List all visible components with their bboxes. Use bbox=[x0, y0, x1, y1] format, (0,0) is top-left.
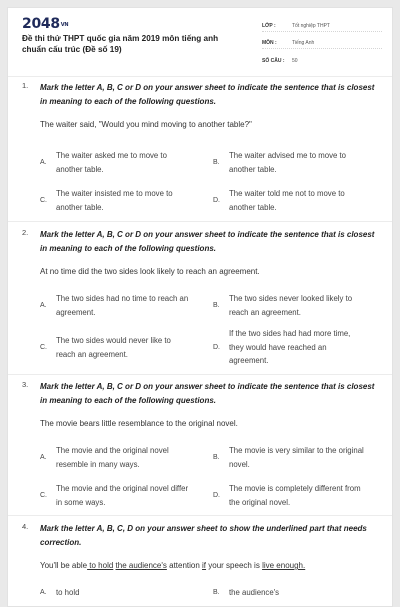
question-stem: The movie bears little resemblance to the original novel. bbox=[40, 419, 238, 428]
question-instruction: Mark the letter A, B, C or D on your answer sheet to indicate the sentence that is closest in meaning to each of the following questions. bbox=[40, 382, 375, 405]
option-d[interactable]: D. If the two sides had had more time, they would have reached an agreement. bbox=[213, 329, 351, 365]
option-d[interactable]: D. The waiter told me not to move to another table. bbox=[213, 189, 345, 212]
question-1 bbox=[8, 81, 393, 227]
question-number: 4. bbox=[22, 522, 29, 531]
option-c[interactable]: C. The two sides would never like to reach an agreement. bbox=[40, 336, 171, 359]
question-2 bbox=[8, 228, 393, 374]
exam-meta bbox=[262, 18, 382, 69]
option-c[interactable]: C. The movie and the original novel differ in some ways. bbox=[40, 484, 189, 507]
question-instruction: Mark the letter A, B, C, D on your answer sheet to show the underlined part that needs correction. bbox=[40, 524, 367, 547]
question-3 bbox=[8, 380, 393, 520]
meta-question-count: SỐ CÂU : 50 bbox=[262, 58, 298, 64]
underlined-part-c: if bbox=[202, 561, 207, 570]
option-b[interactable]: B. the audience's bbox=[213, 588, 280, 597]
question-4 bbox=[8, 522, 393, 607]
option-a[interactable]: A. The two sides had no time to reach an agreement. bbox=[40, 294, 189, 317]
site-logo[interactable]: $2048^{VN}$ bbox=[22, 16, 69, 32]
option-b[interactable]: B. The two sides never looked likely to reach an agreement. bbox=[213, 294, 353, 317]
question-number: 3. bbox=[22, 380, 29, 389]
option-c[interactable]: C. The waiter insisted me to move to another table. bbox=[40, 189, 173, 212]
meta-subject: MÔN : Tiếng Anh bbox=[262, 35, 382, 49]
option-a[interactable]: A. The movie and the original novel resemble in many ways. bbox=[40, 446, 169, 469]
underlined-part-d: live enough. bbox=[262, 561, 306, 570]
question-stem: You'll be able to hold the audience's attention if your speech is live enough. bbox=[40, 561, 306, 570]
underlined-part-b: the audience's bbox=[115, 561, 167, 570]
question-stem: The waiter said, "Would you mind moving to another table?" bbox=[40, 120, 252, 129]
exam-page bbox=[7, 7, 393, 607]
question-stem: At no time did the two sides look likely to reach an agreement. bbox=[40, 267, 260, 276]
question-instruction: Mark the letter A, B, C or D on your answer sheet to indicate the sentence that is closest in meaning to each of the following questions. bbox=[40, 230, 375, 253]
header-divider bbox=[8, 76, 392, 77]
question-divider bbox=[8, 221, 392, 222]
option-a[interactable]: A. The waiter asked me to move to another table. bbox=[40, 151, 167, 174]
exam-header bbox=[8, 8, 392, 76]
option-b[interactable]: B. The movie is very similar to the original novel. bbox=[213, 446, 364, 469]
option-b[interactable]: B. The waiter advised me to move to another table. bbox=[213, 151, 347, 174]
question-instruction: Mark the letter A, B, C or D on your answer sheet to indicate the sentence that is closest in meaning to each of the following questions. bbox=[40, 83, 375, 106]
exam-title: Đề thi thử THPT quốc gia năm 2019 môn tiếng anh chuẩn cấu trúc (Đề số 19) bbox=[22, 34, 219, 54]
question-divider bbox=[8, 374, 392, 375]
meta-class: LỚP : Tốt nghiệp THPT bbox=[262, 18, 382, 32]
question-number: 1. bbox=[22, 81, 29, 90]
question-divider bbox=[8, 515, 392, 516]
option-a[interactable]: A. to hold bbox=[40, 588, 80, 597]
question-number: 2. bbox=[22, 228, 29, 237]
underlined-part-a: to hold bbox=[87, 561, 114, 570]
option-d[interactable]: D. The movie is completely different from the original novel. bbox=[213, 484, 361, 507]
